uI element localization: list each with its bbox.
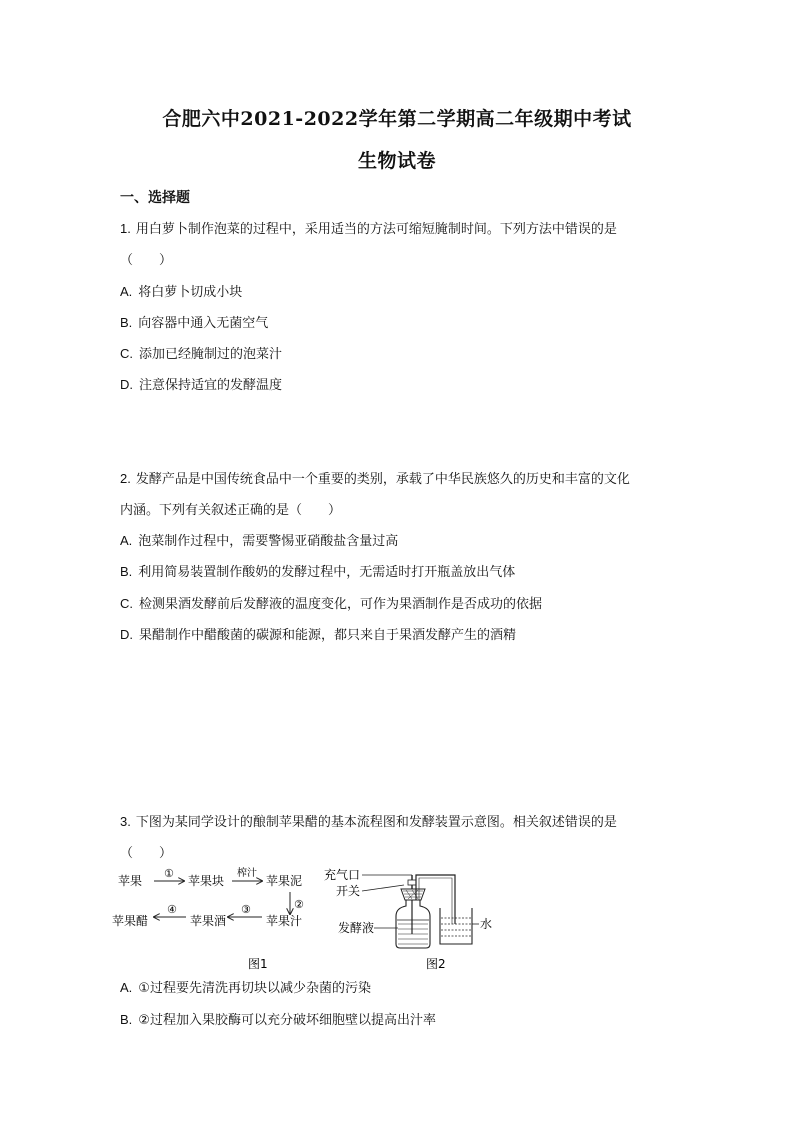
step-1: ① <box>164 867 174 880</box>
label-switch: 开关 <box>336 884 361 898</box>
label-air-inlet: 充气口 <box>324 868 361 882</box>
question-1-stem-cont: （ ） <box>120 253 173 268</box>
question-text: 发酵产品是中国传统食品中一个重要的类别，承载了中华民族悠久的历史和丰富的文化 <box>135 472 630 487</box>
question-3-stem-cont: （ ） <box>120 846 173 861</box>
option-label: B. <box>120 315 133 330</box>
option-label: C. <box>120 346 133 361</box>
question-number: 1. <box>120 221 131 236</box>
node-apple-juice: 苹果汁 <box>266 914 303 928</box>
option-label: A. <box>120 533 133 548</box>
option-label: C. <box>120 596 133 611</box>
figure-2-apparatus <box>322 862 502 974</box>
option-text: 泡菜制作过程中，需要警惕亚硝酸盐含量过高 <box>138 534 399 549</box>
option-c <box>120 343 282 362</box>
question-1-stem <box>120 218 617 237</box>
option-a <box>120 281 242 300</box>
option-d <box>120 374 282 393</box>
node-apple-pieces: 苹果块 <box>188 874 225 888</box>
label-ferment-liquid: 发酵液 <box>338 921 375 935</box>
option-text: 向容器中通入无菌空气 <box>138 316 269 331</box>
node-apple: 苹果 <box>118 874 143 888</box>
option-text: 果醋制作中醋酸菌的碳源和能源，都只来自于果酒发酵产生的酒精 <box>139 628 517 643</box>
option-text: 利用简易装置制作酸奶的发酵过程中，无需适时打开瓶盖放出气体 <box>138 565 516 580</box>
option-a <box>120 530 398 549</box>
node-apple-vinegar: 苹果醋 <box>112 914 149 928</box>
option-label: B. <box>120 564 133 579</box>
node-apple-puree: 苹果泥 <box>266 874 303 888</box>
label-water: 水 <box>480 917 493 931</box>
question-number: 2. <box>120 471 131 486</box>
step-press: 榨汁 <box>237 868 257 879</box>
option-label: D. <box>120 627 133 642</box>
figure-1-flowchart <box>110 862 320 974</box>
option-text: 检测果酒发酵前后发酵液的温度变化，可作为果酒制作是否成功的依据 <box>139 597 543 612</box>
option-label: D. <box>120 377 133 392</box>
option-c <box>120 593 542 612</box>
option-text: ②过程加入果胶酶可以充分破坏细胞壁以提高出汁率 <box>138 1013 436 1028</box>
question-text: 用白萝卜制作泡菜的过程中，采用适当的方法可缩短腌制时间。下列方法中错误的是 <box>135 222 617 237</box>
figure-1-caption: 图1 <box>248 957 268 971</box>
section-heading: 一、选择题 <box>120 190 190 206</box>
option-d <box>120 624 516 643</box>
question-2-stem-cont: 内涵。下列有关叙述正确的是（ ） <box>120 503 342 518</box>
figure-2-caption: 图2 <box>426 957 446 971</box>
page-subtitle: 生物试卷 <box>357 150 436 172</box>
option-a <box>120 977 371 996</box>
option-label: A. <box>120 980 133 995</box>
option-b <box>120 312 268 331</box>
question-number: 3. <box>120 814 131 829</box>
question-text: 下图为某同学设计的酿制苹果醋的基本流程图和发酵装置示意图。相关叙述错误的是 <box>135 815 617 830</box>
option-b <box>120 561 515 580</box>
switch-icon <box>408 880 416 885</box>
option-text: 注意保持适宜的发酵温度 <box>139 378 283 393</box>
page-title: 合肥六中2021-2022学年第二学期高二年级期中考试 <box>162 108 632 130</box>
option-label: A. <box>120 284 133 299</box>
step-3: ③ <box>241 903 251 916</box>
step-2: ② <box>294 898 304 911</box>
question-3-stem <box>120 811 617 830</box>
node-apple-wine: 苹果酒 <box>190 914 227 928</box>
option-b <box>120 1009 436 1028</box>
option-text: 将白萝卜切成小块 <box>138 285 243 300</box>
option-label: B. <box>120 1012 133 1027</box>
beaker-icon <box>440 908 472 944</box>
option-text: 添加已经腌制过的泡菜汁 <box>139 347 283 362</box>
step-4: ④ <box>167 903 177 916</box>
option-text: ①过程要先清洗再切块以减少杂菌的污染 <box>138 981 371 996</box>
question-2-stem <box>120 468 630 487</box>
